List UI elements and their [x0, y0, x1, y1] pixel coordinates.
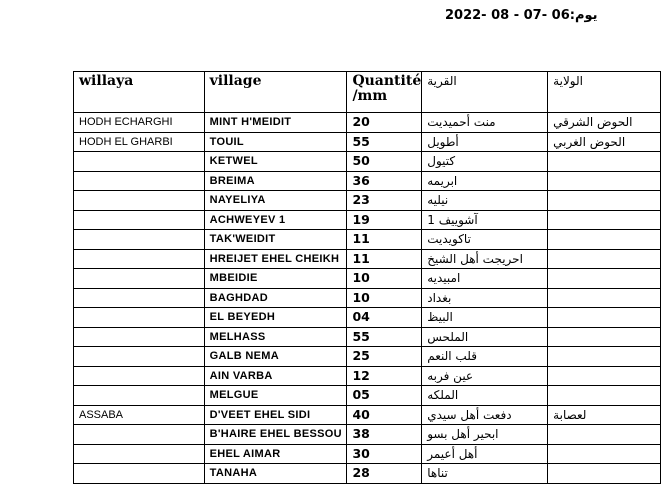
cell-village: MELHASS: [204, 327, 347, 347]
cell-quantite: 05: [347, 386, 422, 406]
cell-willaya: [74, 249, 205, 269]
cell-village-arabic: نيليه: [422, 191, 548, 211]
cell-quantite: 28: [347, 464, 422, 484]
cell-quantite: 04: [347, 308, 422, 328]
cell-village-arabic: تاكويديت: [422, 230, 548, 250]
cell-willaya: [74, 425, 205, 445]
cell-willaya-arabic: [548, 425, 661, 445]
cell-willaya: [74, 171, 205, 191]
cell-village-arabic: أهل أعيمر: [422, 444, 548, 464]
table-row: [74, 347, 661, 367]
cell-quantite: 25: [347, 347, 422, 367]
cell-village: HREIJET EHEL CHEIKH: [204, 249, 347, 269]
cell-quantite: 23: [347, 191, 422, 211]
cell-willaya-arabic: [548, 210, 661, 230]
cell-village: MBEIDIE: [204, 269, 347, 289]
table-row: [74, 210, 661, 230]
table-row: [74, 152, 661, 172]
cell-quantite: 10: [347, 288, 422, 308]
table-row: [74, 386, 661, 406]
cell-village: TANAHA: [204, 464, 347, 484]
table-row: [74, 132, 661, 152]
cell-quantite: 38: [347, 425, 422, 445]
cell-willaya: [74, 269, 205, 289]
cell-quantite: 19: [347, 210, 422, 230]
rainfall-table: [73, 71, 661, 484]
cell-willaya: HODH EL GHARBI: [74, 132, 205, 152]
cell-willaya-arabic: الحوض الشرقي: [548, 113, 661, 133]
cell-village: EHEL AIMAR: [204, 444, 347, 464]
cell-willaya: ASSABA: [74, 405, 205, 425]
cell-willaya: [74, 386, 205, 406]
cell-village: MELGUE: [204, 386, 347, 406]
cell-village-arabic: البيظ: [422, 308, 548, 328]
cell-willaya: [74, 347, 205, 367]
cell-village: NAYELIYA: [204, 191, 347, 211]
cell-willaya-arabic: [548, 191, 661, 211]
cell-quantite: 50: [347, 152, 422, 172]
cell-willaya: [74, 308, 205, 328]
cell-village-arabic: دفعت أهل سيدي: [422, 405, 548, 425]
cell-village-arabic: ابريمه: [422, 171, 548, 191]
table-row: [74, 269, 661, 289]
cell-willaya-arabic: [548, 444, 661, 464]
report-date-value: 2022- 08 - 07- 06: [445, 8, 570, 23]
cell-willaya-arabic: [548, 249, 661, 269]
header-village: village: [204, 72, 347, 113]
cell-quantite: 36: [347, 171, 422, 191]
cell-willaya: HODH ECHARGHI: [74, 113, 205, 133]
cell-village-arabic: أطويل: [422, 132, 548, 152]
cell-village: MINT H'MEIDIT: [204, 113, 347, 133]
table-row: [74, 308, 661, 328]
cell-village: ACHWEYEV 1: [204, 210, 347, 230]
cell-willaya: [74, 444, 205, 464]
cell-willaya-arabic: [548, 308, 661, 328]
cell-village-arabic: بغداد: [422, 288, 548, 308]
table-row: [74, 366, 661, 386]
header-quantite: Quantité /mm: [347, 72, 422, 113]
table-row: [74, 249, 661, 269]
cell-willaya: [74, 366, 205, 386]
cell-village-arabic: احريجت أهل الشيخ: [422, 249, 548, 269]
cell-willaya-arabic: [548, 327, 661, 347]
cell-willaya: [74, 210, 205, 230]
cell-village-arabic: كتيول: [422, 152, 548, 172]
cell-willaya-arabic: [548, 288, 661, 308]
cell-quantite: 11: [347, 230, 422, 250]
table-row: [74, 230, 661, 250]
table-row: [74, 288, 661, 308]
cell-willaya: [74, 464, 205, 484]
cell-willaya: [74, 191, 205, 211]
cell-quantite: 30: [347, 444, 422, 464]
cell-willaya-arabic: [548, 171, 661, 191]
cell-village: EL BEYEDH: [204, 308, 347, 328]
cell-quantite: 12: [347, 366, 422, 386]
cell-village: BREIMA: [204, 171, 347, 191]
cell-willaya: [74, 288, 205, 308]
cell-village: BAGHDAD: [204, 288, 347, 308]
cell-village: B'HAIRE EHEL BESSOU: [204, 425, 347, 445]
cell-willaya-arabic: لعصابة: [548, 405, 661, 425]
table-row: [74, 425, 661, 445]
cell-willaya-arabic: [548, 347, 661, 367]
cell-willaya-arabic: [548, 464, 661, 484]
cell-village: KETWEL: [204, 152, 347, 172]
header-willaya-arabic: الولاية: [548, 72, 661, 113]
cell-village: TOUIL: [204, 132, 347, 152]
table-row: [74, 464, 661, 484]
cell-quantite: 10: [347, 269, 422, 289]
cell-village-arabic: تناها: [422, 464, 548, 484]
table-row: [74, 113, 661, 133]
cell-willaya-arabic: الحوض الغربي: [548, 132, 661, 152]
table-header-row: [74, 72, 661, 113]
table-row: [74, 171, 661, 191]
table-row: [74, 191, 661, 211]
cell-willaya-arabic: [548, 269, 661, 289]
cell-village-arabic: عين فربه: [422, 366, 548, 386]
cell-willaya-arabic: [548, 230, 661, 250]
cell-village-arabic: منت أحميديت: [422, 113, 548, 133]
table-row: [74, 327, 661, 347]
cell-village: TAK'WEIDIT: [204, 230, 347, 250]
cell-village-arabic: آشوييف 1: [422, 210, 548, 230]
cell-village-arabic: الملكه: [422, 386, 548, 406]
cell-quantite: 55: [347, 327, 422, 347]
cell-willaya-arabic: [548, 386, 661, 406]
cell-village: AIN VARBA: [204, 366, 347, 386]
cell-willaya: [74, 230, 205, 250]
cell-village: D'VEET EHEL SIDI: [204, 405, 347, 425]
table-row: [74, 405, 661, 425]
cell-village-arabic: ابحير أهل بسو: [422, 425, 548, 445]
cell-village-arabic: الملحس: [422, 327, 548, 347]
cell-quantite: 11: [347, 249, 422, 269]
cell-willaya-arabic: [548, 152, 661, 172]
cell-willaya: [74, 327, 205, 347]
report-date: [445, 8, 598, 23]
cell-quantite: 40: [347, 405, 422, 425]
cell-willaya: [74, 152, 205, 172]
cell-willaya-arabic: [548, 366, 661, 386]
table-row: [74, 444, 661, 464]
cell-village-arabic: امبيديه: [422, 269, 548, 289]
cell-village-arabic: قلب النعم: [422, 347, 548, 367]
cell-quantite: 55: [347, 132, 422, 152]
cell-village: GALB NEMA: [204, 347, 347, 367]
cell-quantite: 20: [347, 113, 422, 133]
report-date-label: يوم:: [569, 8, 598, 23]
header-willaya: willaya: [74, 72, 205, 113]
header-village-arabic: القرية: [422, 72, 548, 113]
